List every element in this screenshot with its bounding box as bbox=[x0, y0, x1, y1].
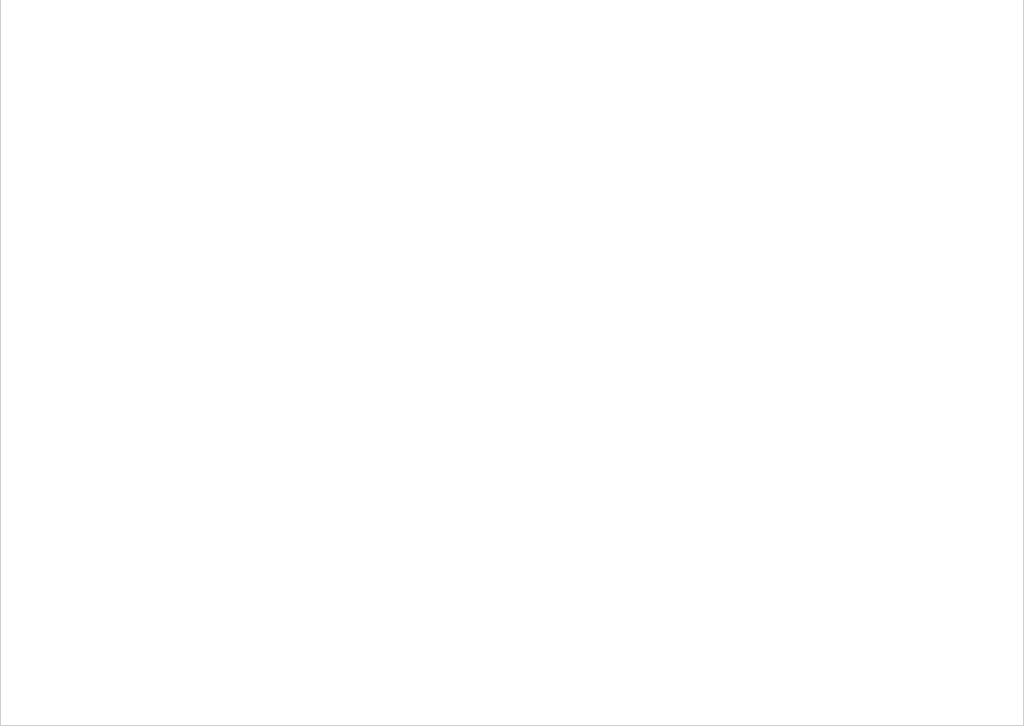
column-1 bbox=[34, 34, 334, 58]
column-2 bbox=[373, 34, 673, 58]
column-3 bbox=[702, 34, 992, 58]
